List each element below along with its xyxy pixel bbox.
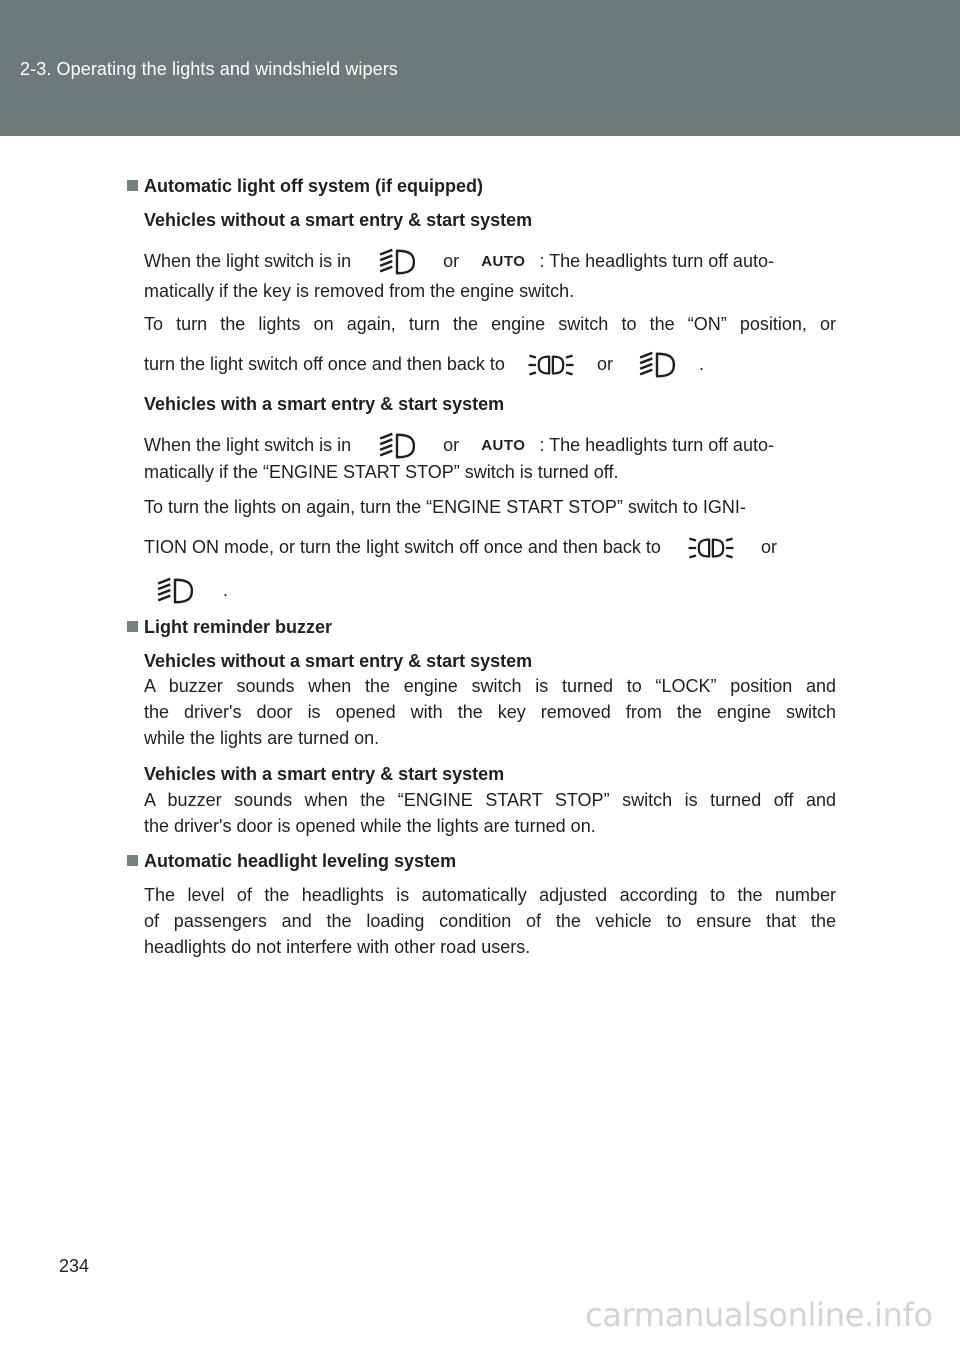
page-number: 234	[59, 1256, 90, 1276]
page-header	[0, 0, 960, 136]
paragraph-line: A buzzer sounds when the “ENGINE START STOP” switch is turned off and	[144, 790, 836, 810]
paragraph-line: To turn the lights on again, turn the engine switch to the “ON” position, or	[144, 314, 836, 334]
paragraph-line: .	[144, 576, 836, 606]
paragraph-line: To turn the lights on again, turn the “ENGINE START STOP” switch to IGNI-	[144, 497, 746, 517]
headlight-icon	[375, 431, 419, 461]
tail-light-icon	[525, 350, 577, 380]
paragraph-line: matically if the key is removed from the engine switch.	[144, 281, 575, 301]
paragraph-line: When the light switch is in or AUTO : The headlights turn off auto-	[144, 247, 836, 277]
section-title: 2-3. Operating the lights and windshield wipers	[20, 59, 398, 79]
subheading-no-smart: Vehicles without a smart entry & start system	[144, 651, 533, 671]
heading-leveling: Automatic headlight leveling system	[144, 851, 457, 871]
paragraph-line: matically if the “ENGINE START STOP” switch is turned off.	[144, 462, 619, 482]
paragraph-line: TION ON mode, or turn the light switch off once and then back to or	[144, 533, 836, 563]
paragraph-line: headlights do not interfere with other road users.	[144, 937, 531, 957]
heading-buzzer: Light reminder buzzer	[144, 617, 333, 637]
headlight-icon	[375, 247, 419, 277]
subheading-smart: Vehicles with a smart entry & start system	[144, 394, 505, 414]
headlight-icon	[635, 350, 679, 380]
auto-icon: AUTO	[481, 253, 526, 270]
auto-icon: AUTO	[481, 437, 526, 454]
watermark: carmanualsonline.info	[585, 1296, 933, 1334]
paragraph-line: The level of the headlights is automatically adjusted according to the number	[144, 885, 836, 905]
paragraph-line: the driver's door is opened with the key removed from the engine switch	[144, 702, 836, 722]
tail-light-icon	[685, 533, 737, 563]
paragraph-line: the driver's door is opened while the lights are turned on.	[144, 816, 596, 836]
section-bullet	[127, 621, 138, 632]
section-bullet	[127, 180, 138, 191]
heading-auto-off: Automatic light off system (if equipped)	[144, 176, 484, 196]
subheading-smart: Vehicles with a smart entry & start system	[144, 764, 505, 784]
section-bullet	[127, 855, 138, 866]
paragraph-line: of passengers and the loading condition of the vehicle to ensure that the	[144, 911, 836, 931]
paragraph-line: When the light switch is in or AUTO : The headlights turn off auto-	[144, 431, 836, 461]
subheading-no-smart: Vehicles without a smart entry & start system	[144, 210, 533, 230]
paragraph-line: A buzzer sounds when the engine switch is turned to “LOCK” position and	[144, 676, 836, 696]
paragraph-line: turn the light switch off once and then back to or .	[144, 350, 836, 380]
headlight-icon	[153, 576, 197, 606]
paragraph-line: while the lights are turned on.	[144, 728, 380, 748]
